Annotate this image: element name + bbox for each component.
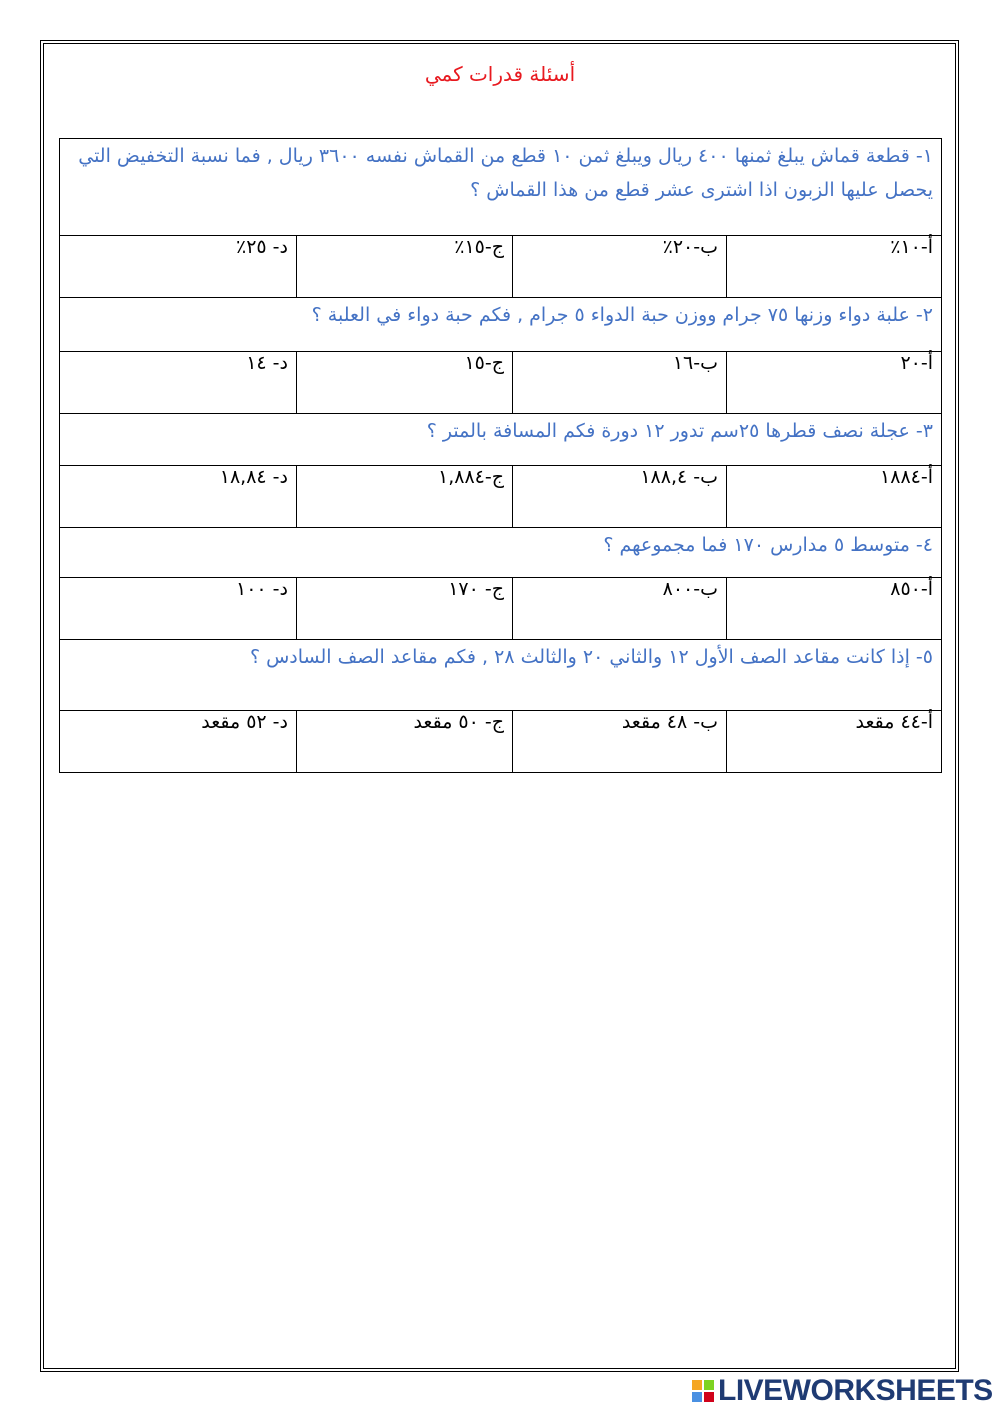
option-b[interactable] bbox=[513, 352, 727, 414]
option-d[interactable] bbox=[60, 236, 297, 298]
option-label: ب-١٦ bbox=[672, 352, 718, 374]
option-b[interactable] bbox=[513, 466, 727, 528]
option-label: ب- ١٨٨,٤ bbox=[640, 466, 718, 488]
liveworksheets-brand bbox=[692, 1376, 993, 1406]
question-text: ٢- علبة دواء وزنها ٧٥ جرام ووزن حبة الدواء ٥ جرام , فكم حبة دواء في العلبة ؟ bbox=[60, 298, 942, 352]
liveworksheets-logo-icon bbox=[692, 1380, 714, 1402]
question-row-3 bbox=[60, 414, 942, 466]
question-text: ٥- إذا كانت مقاعد الصف الأول ١٢ والثاني ٢٠ والثالث ٢٨ , فكم مقاعد الصف السادس ؟ bbox=[60, 640, 942, 711]
option-label: د- ١٨,٨٤ bbox=[219, 466, 288, 488]
option-a[interactable] bbox=[727, 352, 942, 414]
option-label: ج-١٥٪ bbox=[454, 236, 504, 258]
options-row-5 bbox=[60, 711, 942, 773]
option-label: ب- ٤٨ مقعد bbox=[621, 711, 718, 733]
question-row-5 bbox=[60, 640, 942, 711]
worksheet-title: أسئلة قدرات كمي bbox=[424, 62, 576, 86]
option-label: أ-١٠٪ bbox=[890, 236, 933, 258]
option-c[interactable] bbox=[297, 466, 513, 528]
option-a[interactable] bbox=[727, 466, 942, 528]
option-label: ج-١,٨٨٤ bbox=[438, 466, 504, 488]
option-a[interactable] bbox=[727, 236, 942, 298]
options-row-4 bbox=[60, 578, 942, 640]
option-label: ب-٨٠٠ bbox=[662, 578, 718, 600]
question-row-2 bbox=[60, 298, 942, 352]
option-label: أ-١٨٨٤ bbox=[880, 466, 933, 488]
option-d[interactable] bbox=[60, 711, 297, 773]
questions-table bbox=[59, 138, 942, 773]
option-b[interactable] bbox=[513, 578, 727, 640]
option-label: د- ٢٥٪ bbox=[236, 236, 288, 258]
question-row-1 bbox=[60, 139, 942, 236]
question-text: ٣- عجلة نصف قطرها ٢٥سم تدور ١٢ دورة فكم المسافة بالمتر ؟ bbox=[60, 414, 942, 466]
option-label: ج- ١٧٠ bbox=[448, 578, 504, 600]
option-label: أ-٤٤ مقعد bbox=[855, 711, 933, 733]
option-c[interactable] bbox=[297, 352, 513, 414]
brand-name: LIVEWORKSHEETS bbox=[718, 1374, 993, 1407]
option-c[interactable] bbox=[297, 711, 513, 773]
option-label: ج-١٥ bbox=[464, 352, 504, 374]
option-label: ج- ٥٠ مقعد bbox=[413, 711, 504, 733]
question-text: ٤- متوسط ٥ مدارس ١٧٠ فما مجموعهم ؟ bbox=[60, 528, 942, 578]
option-label: د- ١٤ bbox=[246, 352, 288, 374]
options-row-3 bbox=[60, 466, 942, 528]
option-label: د- ١٠٠ bbox=[236, 578, 288, 600]
question-text: ١- قطعة قماش يبلغ ثمنها ٤٠٠ ريال ويبلغ ثمن ١٠ قطع من القماش نفسه ٣٦٠٠ ريال , فما نسبة التخفيض التي يحصل عليها الزبون اذا اشترى عشر قطع من هذا القماش ؟ bbox=[60, 139, 942, 236]
option-d[interactable] bbox=[60, 466, 297, 528]
options-row-2 bbox=[60, 352, 942, 414]
option-d[interactable] bbox=[60, 578, 297, 640]
option-c[interactable] bbox=[297, 236, 513, 298]
options-row-1 bbox=[60, 236, 942, 298]
option-a[interactable] bbox=[727, 711, 942, 773]
option-d[interactable] bbox=[60, 352, 297, 414]
option-label: أ-٢٠ bbox=[900, 352, 933, 374]
option-label: أ-٨٥٠ bbox=[890, 578, 933, 600]
option-a[interactable] bbox=[727, 578, 942, 640]
question-row-4 bbox=[60, 528, 942, 578]
option-c[interactable] bbox=[297, 578, 513, 640]
option-b[interactable] bbox=[513, 711, 727, 773]
option-label: ب-٢٠٪ bbox=[662, 236, 718, 258]
option-label: د- ٥٢ مقعد bbox=[201, 711, 288, 733]
option-b[interactable] bbox=[513, 236, 727, 298]
